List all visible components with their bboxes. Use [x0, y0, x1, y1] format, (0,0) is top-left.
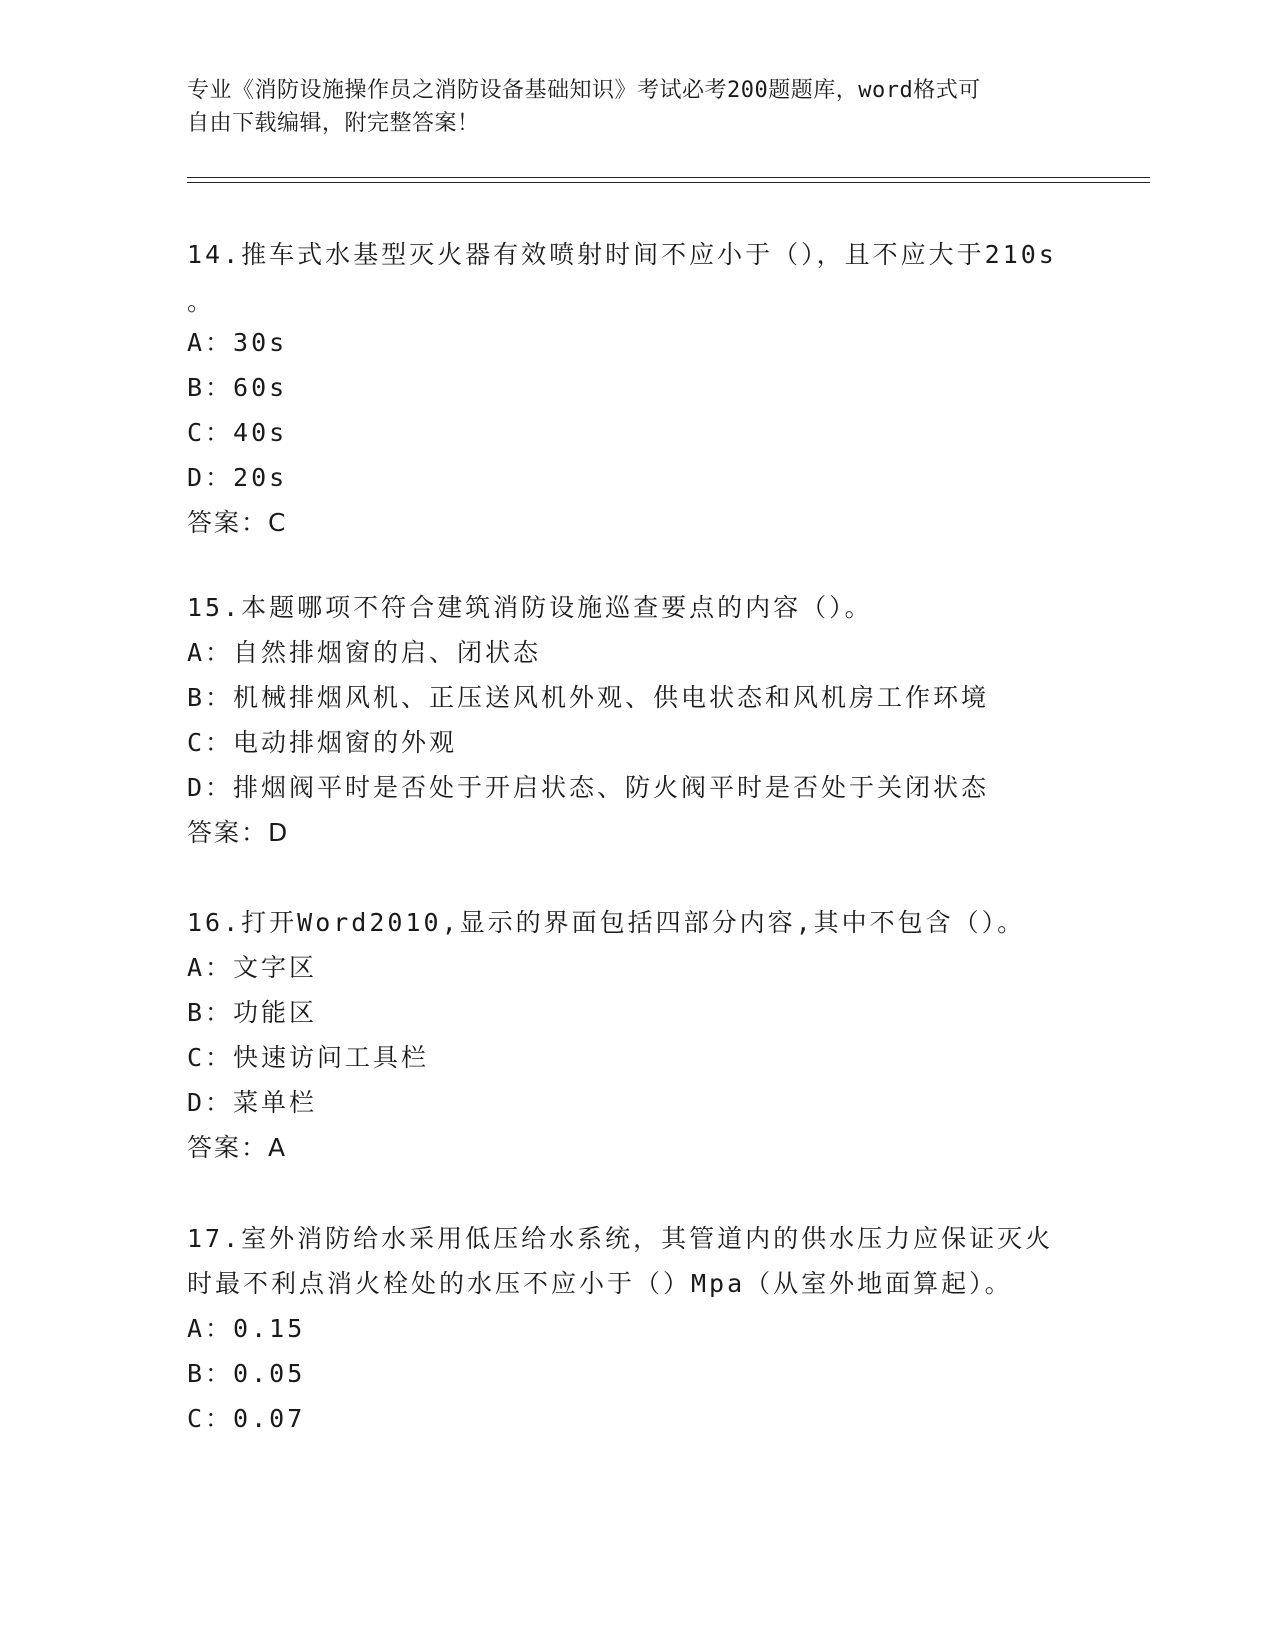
question-stem: 16.打开Word2010,显示的界面包括四部分内容,其中不包含（）。 — [187, 908, 1026, 937]
option-a: A：30s — [187, 328, 288, 357]
header-rule-top — [187, 177, 1150, 178]
option-d: D：菜单栏 — [187, 1088, 318, 1117]
option-a: A：自然排烟窗的启、闭状态 — [187, 638, 542, 667]
option-b: B：功能区 — [187, 998, 318, 1027]
question-14 — [187, 226, 1087, 545]
question-stem-continuation: 。 — [187, 287, 216, 316]
option-d: D：20s — [187, 463, 288, 492]
question-15 — [187, 585, 1087, 855]
option-b: B：60s — [187, 373, 288, 402]
option-b: B：0.05 — [187, 1359, 306, 1388]
answer-line: 答案：A — [187, 1133, 288, 1162]
option-a: A：文字区 — [187, 953, 318, 982]
header-line-2: 自由下载编辑，附完整答案！ — [187, 111, 480, 136]
option-c: C：0.07 — [187, 1404, 306, 1433]
answer-line: 答案：D — [187, 818, 290, 847]
option-b: B：机械排烟风机、正压送风机外观、供电状态和风机房工作环境 — [187, 683, 990, 712]
option-c: C：40s — [187, 418, 288, 447]
option-a: A：0.15 — [187, 1314, 306, 1343]
question-16 — [187, 900, 1087, 1170]
option-d: D：排烟阀平时是否处于开启状态、防火阀平时是否处于关闭状态 — [187, 773, 990, 802]
question-stem: 14.推车式水基型灭火器有效喷射时间不应小于（），且不应大于210s — [187, 240, 1057, 269]
answer-line: 答案：C — [187, 508, 288, 537]
question-stem: 17.室外消防给水采用低压给水系统，其管道内的供水压力应保证灭火 — [187, 1224, 1054, 1253]
option-c: C：快速访问工具栏 — [187, 1043, 430, 1072]
document-header — [187, 74, 1087, 140]
header-line-1: 专业《消防设施操作员之消防设备基础知识》考试必考200题题库，word格式可 — [187, 78, 981, 103]
question-17 — [187, 1216, 1087, 1441]
question-stem-continuation: 时最不利点消火栓处的水压不应小于（）Mpa（从室外地面算起）。 — [187, 1269, 1013, 1298]
question-stem: 15.本题哪项不符合建筑消防设施巡查要点的内容（）。 — [187, 593, 873, 622]
option-c: C：电动排烟窗的外观 — [187, 728, 458, 757]
header-rule-bottom — [187, 182, 1150, 183]
